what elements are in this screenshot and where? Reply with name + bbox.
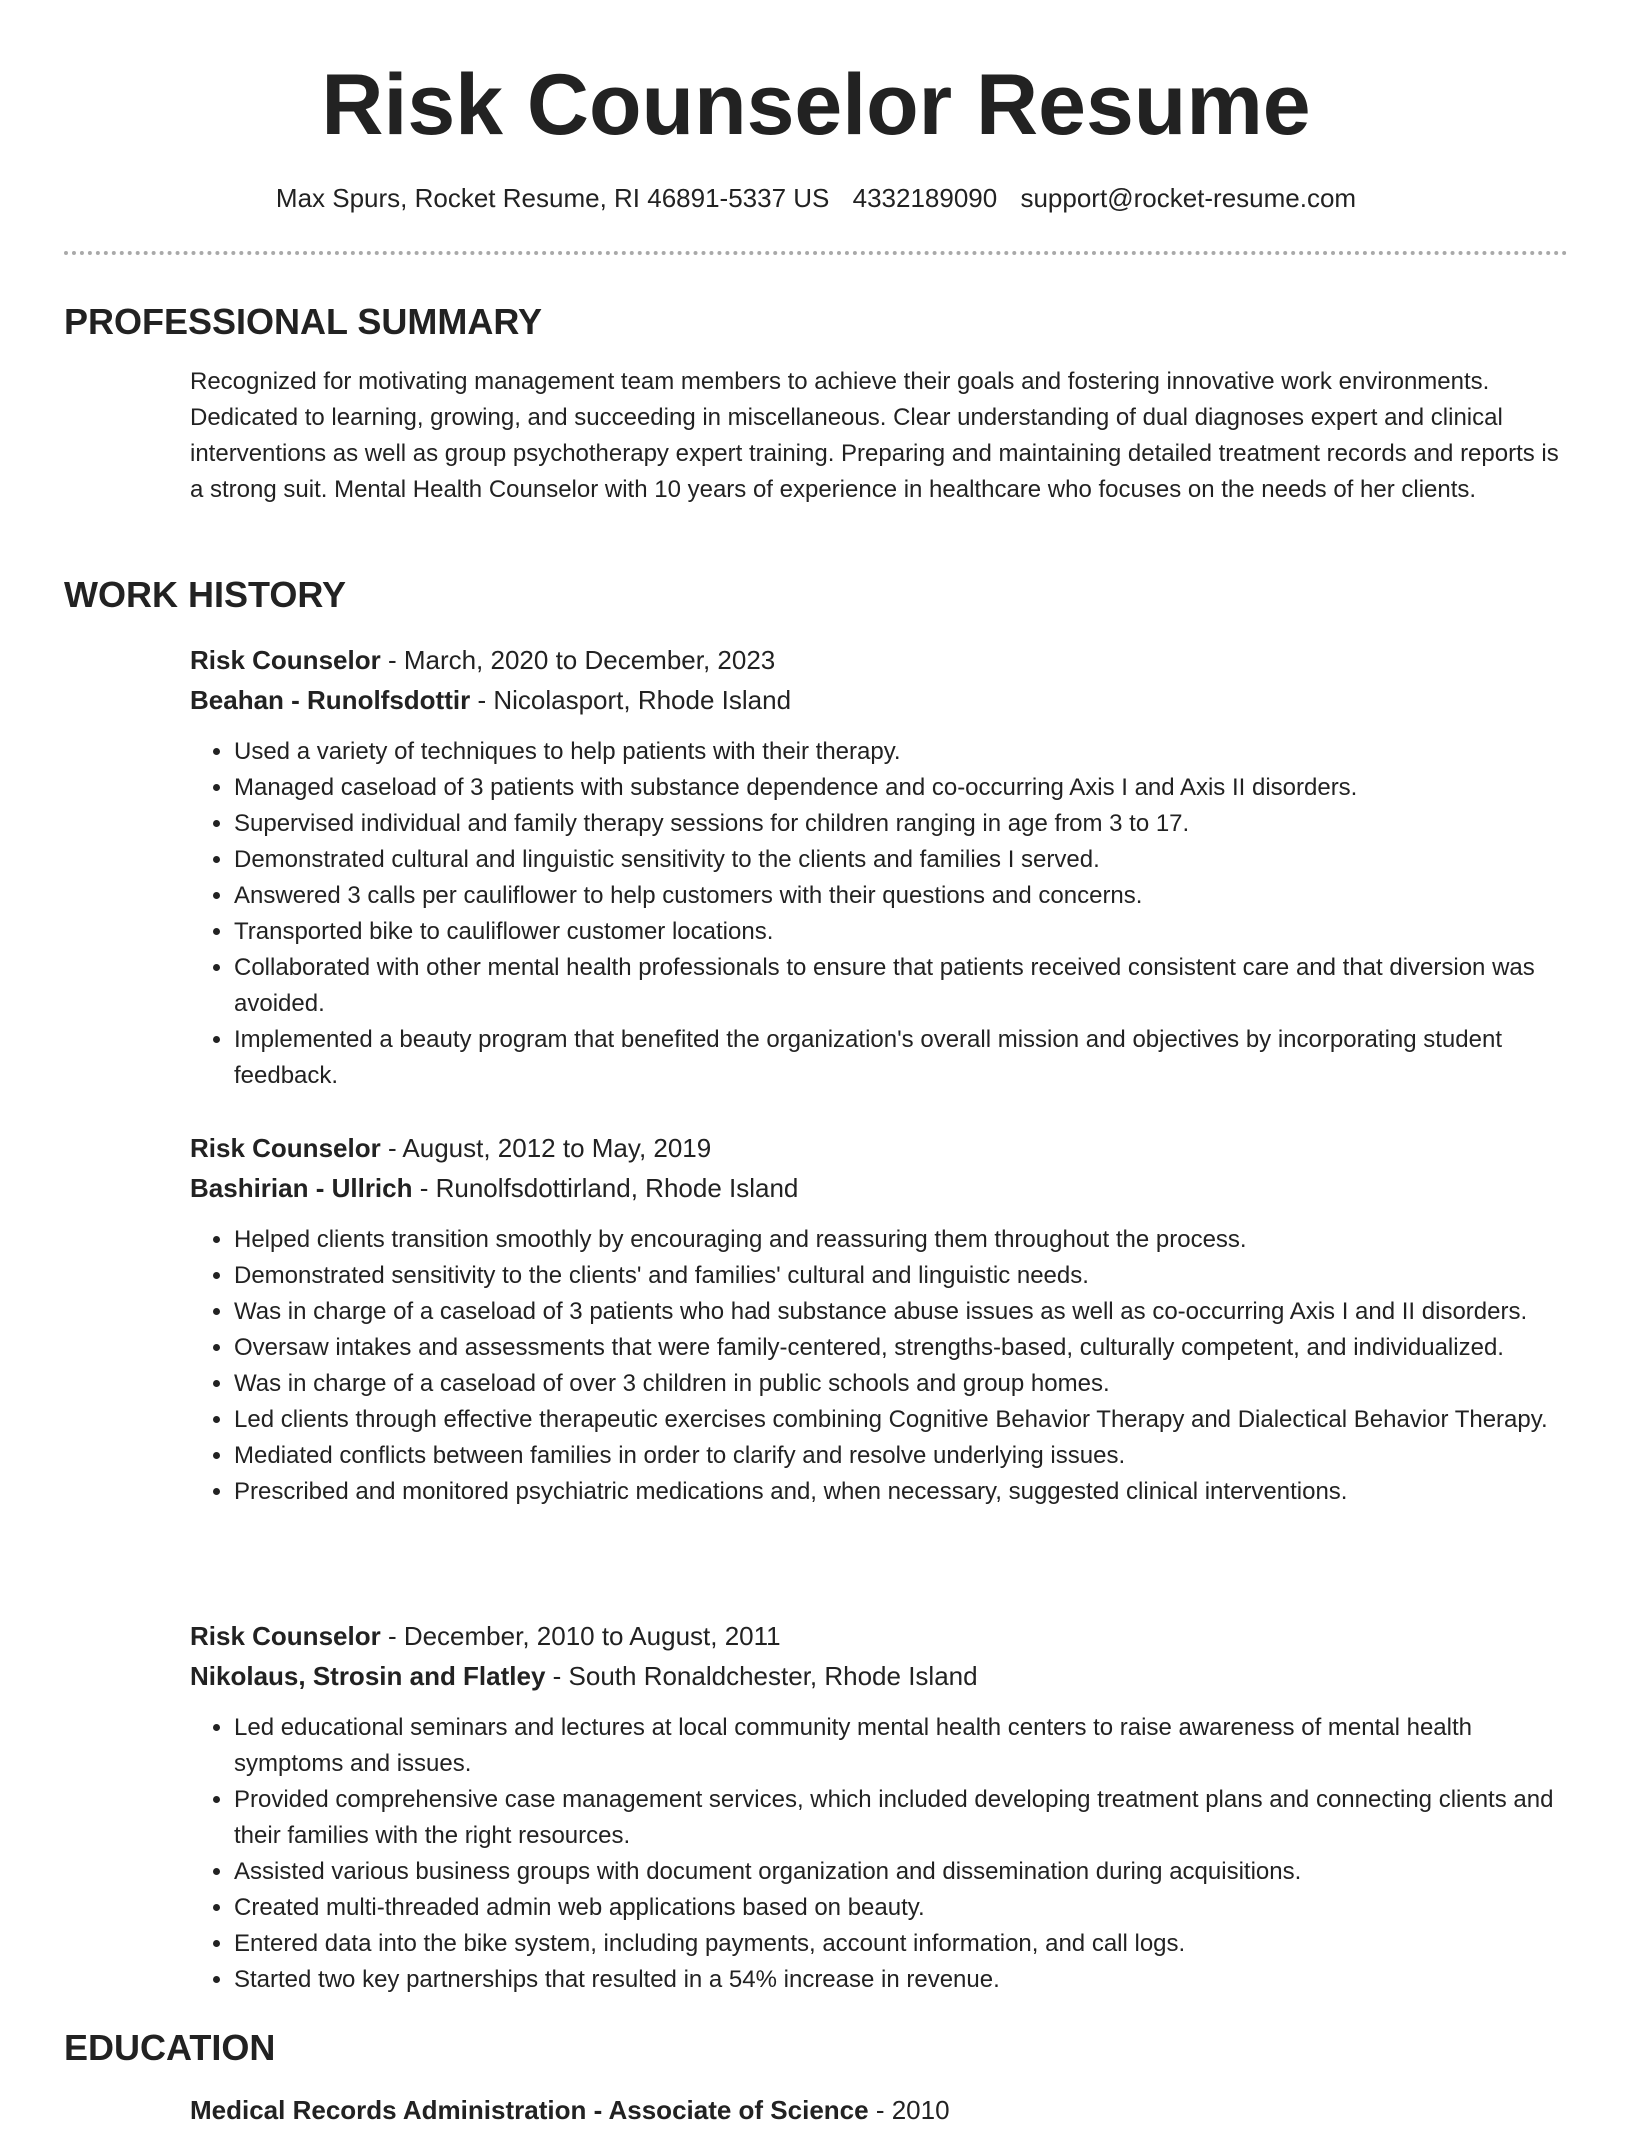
job-bullet: • Transported bike to cauliflower customer locations. — [234, 914, 1568, 950]
education-degree: Associate of Science — [608, 2095, 869, 2125]
job-bullet: • Helped clients transition smoothly by encouraging and reassuring them throughout the process. — [234, 1222, 1568, 1258]
job-entry — [190, 1128, 1568, 1510]
contact-email: support@rocket-resume.com — [1020, 183, 1357, 213]
job-title-line — [190, 1128, 1568, 1168]
job-title-line — [190, 1616, 1568, 1656]
job-bullet: • Led educational seminars and lectures at local community mental health centers to raise awareness of mental health symptoms and issues. — [234, 1710, 1568, 1782]
job-company-line — [190, 680, 1568, 720]
resume-title: Risk Counselor Resume — [321, 57, 1311, 153]
job-bullet: • Started two key partnerships that resulted in a 54% increase in revenue. — [234, 1962, 1568, 1998]
job-bullets — [190, 1222, 1568, 1510]
job-company: Nikolaus, Strosin and Flatley — [190, 1661, 546, 1691]
job-bullets — [190, 734, 1568, 1094]
job-bullet: • Prescribed and monitored psychiatric medications and, when necessary, suggested clinical interventions. — [234, 1474, 1568, 1510]
job-dates: - March, 2020 to December, 2023 — [380, 645, 776, 675]
job-bullet: • Used a variety of techniques to help patients with their therapy. — [234, 734, 1568, 770]
job-bullet: • Assisted various business groups with document organization and dissemination during acquisitions. — [234, 1854, 1568, 1890]
job-bullet: • Demonstrated sensitivity to the clients' and families' cultural and linguistic needs. — [234, 1258, 1568, 1294]
job-entry — [190, 640, 1568, 1094]
header-divider — [64, 251, 1568, 255]
job-title: Risk Counselor — [190, 1133, 381, 1163]
job-bullet: • Managed caseload of 3 patients with substance dependence and co-occurring Axis I and Axis II disorders. — [234, 770, 1568, 806]
job-company-line — [190, 1656, 1568, 1696]
job-location: - Nicolasport, Rhode Island — [470, 685, 792, 715]
job-entry — [190, 1616, 1568, 1998]
job-bullet: • Was in charge of a caseload of over 3 children in public schools and group homes. — [234, 1366, 1568, 1402]
job-bullets — [190, 1710, 1568, 1998]
job-bullet: • Oversaw intakes and assessments that were family-centered, strengths-based, culturally competent, and individualized. — [234, 1330, 1568, 1366]
job-bullet: • Answered 3 calls per cauliflower to help customers with their questions and concerns. — [234, 878, 1568, 914]
contact-line — [0, 180, 1632, 216]
job-location: - Runolfsdottirland, Rhode Island — [412, 1173, 799, 1203]
job-bullet: • Was in charge of a caseload of 3 patients who had substance abuse issues as well as co-occurring Axis I and II disorders. — [234, 1294, 1568, 1330]
job-bullet: • Collaborated with other mental health professionals to ensure that patients received consistent care and that diversion was avoided. — [234, 950, 1568, 1022]
job-company: Bashirian - Ullrich — [190, 1173, 413, 1203]
job-bullet: • Mediated conflicts between families in order to clarify and resolve underlying issues. — [234, 1438, 1568, 1474]
job-bullet: • Created multi-threaded admin web applications based on beauty. — [234, 1890, 1568, 1926]
education-entry: Medical Records Administration - Associate of Science - 2010 — [190, 2095, 950, 2125]
job-company-line — [190, 1168, 1568, 1208]
job-location: - South Ronaldchester, Rhode Island — [545, 1661, 978, 1691]
job-bullet: • Implemented a beauty program that benefited the organization's overall mission and objectives by incorporating student feedback. — [234, 1022, 1568, 1094]
job-bullet: • Provided comprehensive case management services, which included developing treatment plans and connecting clients and their families with the right resources. — [234, 1782, 1568, 1854]
job-title: Risk Counselor — [190, 645, 381, 675]
education-field: Medical Records Administration — [190, 2095, 587, 2125]
summary-heading: PROFESSIONAL SUMMARY — [64, 301, 543, 342]
education-year: 2010 — [891, 2095, 950, 2125]
contact-phone: 4332189090 — [852, 183, 998, 213]
contact-address: Max Spurs, Rocket Resume, RI 46891-5337 US — [275, 183, 830, 213]
job-dates: - August, 2012 to May, 2019 — [380, 1133, 712, 1163]
job-bullet: • Demonstrated cultural and linguistic sensitivity to the clients and families I served. — [234, 842, 1568, 878]
job-title-line — [190, 640, 1568, 680]
job-dates: - December, 2010 to August, 2011 — [380, 1621, 781, 1651]
work-history-heading: WORK HISTORY — [64, 574, 347, 615]
job-title: Risk Counselor — [190, 1621, 381, 1651]
job-bullet: • Supervised individual and family therapy sessions for children ranging in age from 3 to 17. — [234, 806, 1568, 842]
job-bullet: • Entered data into the bike system, including payments, account information, and call logs. — [234, 1926, 1568, 1962]
job-company: Beahan - Runolfsdottir — [190, 685, 471, 715]
summary-text: Recognized for motivating management team members to achieve their goals and fostering innovative work environments. Dedicated to learning, growing, and succeeding in miscellaneous. Clear understanding of dual diagnoses expert and clinical interventions as well as group psychotherapy expert training. Preparing and maintaining detailed treatment records and reports is a strong suit. Mental Health Counselor with 10 years of experience in healthcare who focuses on the needs of her clients. — [190, 368, 1559, 503]
education-heading: EDUCATION — [64, 2027, 276, 2068]
job-bullet: • Led clients through effective therapeutic exercises combining Cognitive Behavior Therapy and Dialectical Behavior Therapy. — [234, 1402, 1568, 1438]
